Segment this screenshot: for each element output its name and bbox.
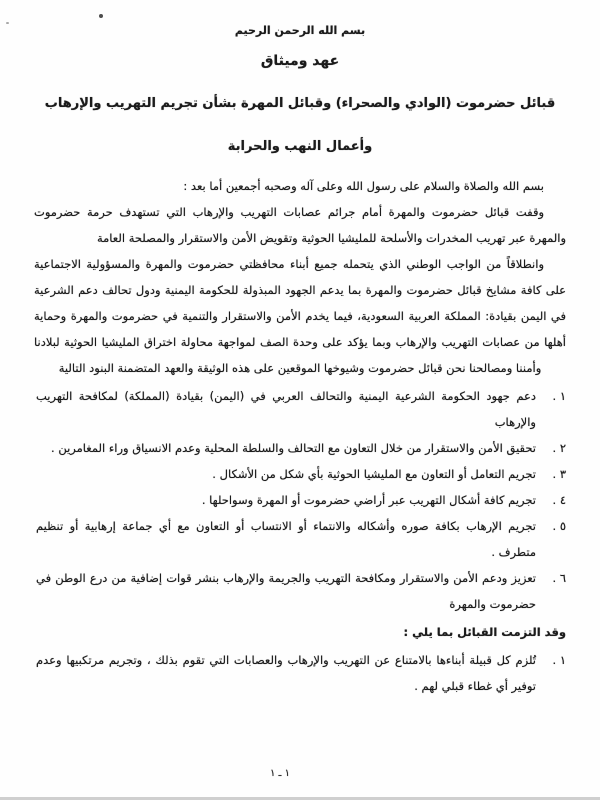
document-heading: عهد وميثاق — [260, 53, 340, 69]
commitments-list — [34, 647, 566, 699]
clauses-list — [34, 383, 566, 617]
clause-number: ٥ . — [552, 519, 566, 533]
clause-text: تعزيز ودعم الأمن والاستقرار ومكافحة التهريب والجريمة والإرهاب بنشر قوات إضافية من درع الوطن في حضرموت والمهرة — [36, 571, 536, 611]
commitment-number: ١ . — [552, 653, 566, 667]
document-title-line-1: قبائل حضرموت (الوادي والصحراء) وقبائل المهرة بشأن تجريم التهريب والإرهاب — [44, 96, 556, 111]
commitment-text: تُلزم كل قبيلة أبناءها بالامتناع عن التهريب والإرهاب والعصابات التي تقوم بذلك ، وتجريم مرتكبيها وعدم توفير أي غطاء قبلي لهم . — [36, 653, 536, 693]
page-number-footer: ١ ـ ١ — [269, 768, 291, 779]
clause-number: ٦ . — [552, 571, 566, 585]
clause-item — [34, 513, 566, 565]
scan-noise-speck — [99, 14, 103, 18]
clause-text: تجريم التعامل أو التعاون مع المليشيا الحوثية بأي شكل من الأشكال . — [212, 467, 536, 481]
clause-text: دعم جهود الحكومة الشرعية اليمنية والتحالف العربي في (اليمن) بقيادة (المملكة) لمكافحة التهريب والإرهاب — [36, 389, 536, 429]
paragraph-preamble-1: وقفت قبائل حضرموت والمهرة أمام جرائم عصابات التهريب والإرهاب التي تستهدف حرمة حضرموت والمهرة عبر تهريب المخدرات والأسلحة للمليشيا الحوثية وتقويض الأمن والاستقرار والمصلحة العامة — [34, 205, 566, 245]
clause-item — [34, 383, 566, 435]
clause-item — [34, 487, 566, 513]
clause-text: تجريم الإرهاب بكافة صوره وأشكاله والانتماء أو الانتساب أو التعاون مع أي جماعة إرهابية أو تنظيم متطرف . — [36, 519, 536, 559]
clause-number: ٢ . — [552, 441, 566, 455]
clause-item — [34, 435, 566, 461]
paragraph-preamble-2: وانطلاقاً من الواجب الوطني الذي يتحمله جميع أبناء محافظتي حضرموت والمهرة والمسؤولية الاجتماعية على كافة مشايخ قبائل حضرموت والمهرة بما يدعم الجهود المبذولة للحكومة اليمنية ودول تحالف دعم الشرعية في اليمن بقيادة: المملكة العربية السعودية، فيما يخدم الأمن والاستقرار والتنمية في حضرموت والمهرة وحماية أهلها من عصابات التهريب والإرهاب وبما يؤكد على وحدة الصف لمواجهة محاولة اختراق المليشيا الحوثية لبلادنا وأمننا ومصالحنا نحن قبائل حضرموت وشيوخها الموقعين على هذه الوثيقة والعهد المتضمنة البنود التالية — [34, 257, 566, 375]
document-title-line-2: وأعمال النهب والحرابة — [227, 139, 373, 154]
document-body — [34, 173, 566, 699]
clause-item — [34, 461, 566, 487]
scan-noise-speck — [6, 22, 9, 24]
clause-text: تجريم كافة أشكال التهريب عبر أراضي حضرموت أو المهرة وسواحلها . — [201, 493, 536, 507]
basmala-text: بسم الله الرحمن الرحيم — [234, 24, 366, 37]
clause-number: ٤ . — [552, 493, 566, 507]
clause-text: تحقيق الأمن والاستقرار من خلال التعاون مع التحالف والسلطة المحلية وعدم الانسياق وراء المغامرين . — [51, 441, 536, 455]
opening-invocation-line: بسم الله والصلاة والسلام على رسول الله وعلى آله وصحبه أجمعين أما بعد : — [183, 179, 544, 193]
clause-number: ٣ . — [552, 467, 566, 481]
clause-number: ١ . — [552, 389, 566, 403]
commitments-heading: وقد التزمت القبائل بما يلي : — [403, 625, 566, 639]
clause-item — [34, 565, 566, 617]
commitment-item — [34, 647, 566, 699]
